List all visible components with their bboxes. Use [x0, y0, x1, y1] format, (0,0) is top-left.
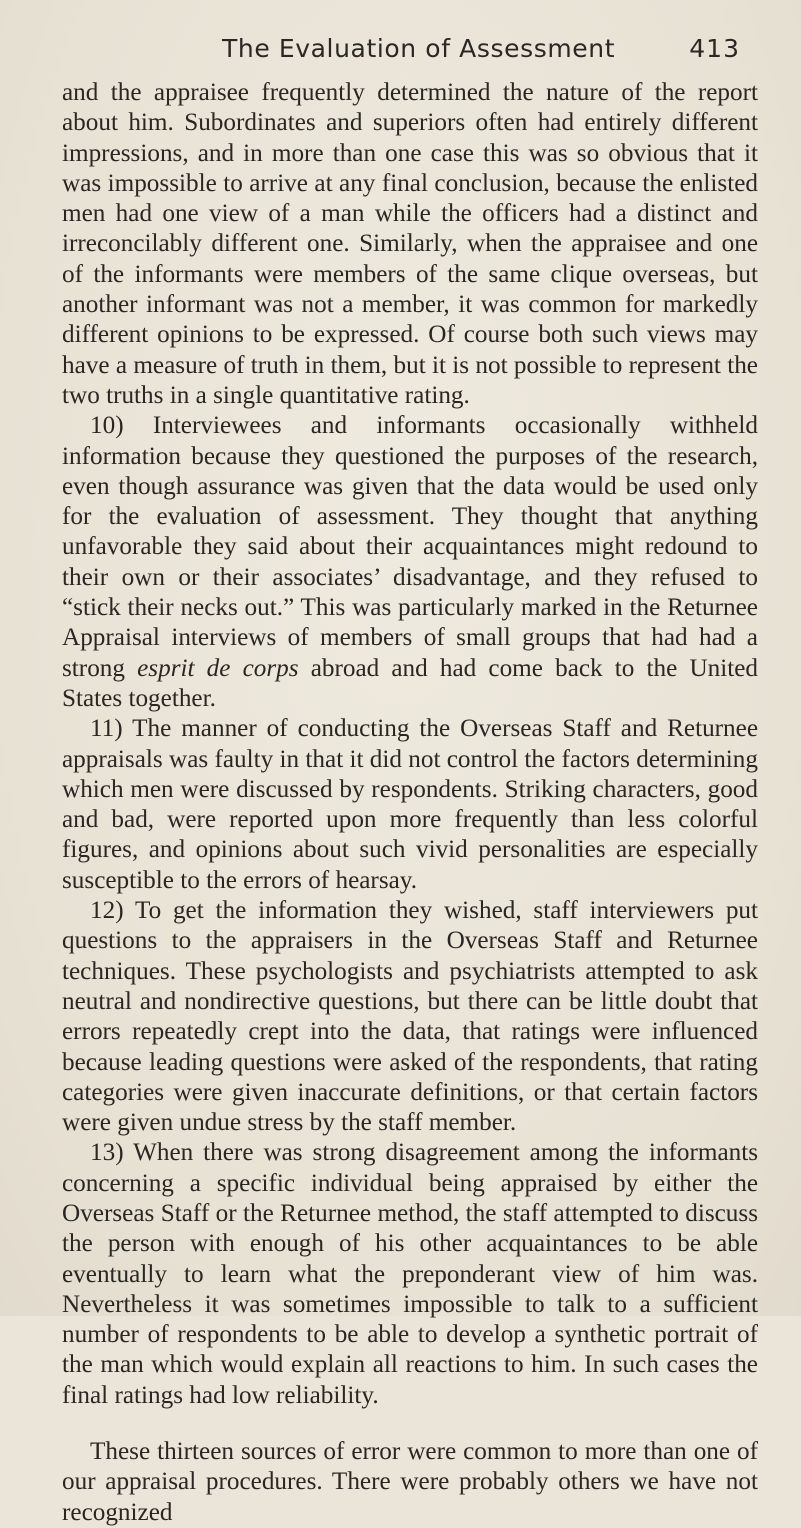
- paragraph-12: [62, 896, 758, 1138]
- paragraph-13-text: When there was strong disagreement among the informants concerning a specific individual being appraised by either the Overseas Staff or the Returnee method, the staff attempted to discuss the person with enough of his other acquaintances to be able eventually to learn what the preponderant view of him was. Nevertheless it was sometimes impossible to talk to a sufficient number of respondents to be able to develop a synthetic portrait of the man which would explain all reactions to him. In such cases the final ratings had low reliability.: [62, 1139, 759, 1409]
- paragraph-13: [62, 1138, 758, 1411]
- page-number: 413: [689, 34, 740, 63]
- paragraph-10-italic-phrase: esprit de corps: [137, 654, 299, 682]
- paragraph-10: [62, 411, 758, 714]
- paragraph-summary-text: These thirteen sources of error were common to more than one of our appraisal procedures. There were probably others we have not recognized: [62, 1438, 758, 1526]
- paragraph-continuation-text: and the appraisee frequently determined the nature of the report about him. Subordinates and superiors often had entirely different impressions, and in more than one case this was so obvious that it was impossible to arrive at any final conclusion, because the enlisted men had one view of a man while the officers had a distinct and irreconcilably different one. Similarly, when the appraisee and one of the informants were members of the same clique overseas, but another informant was not a member, it was common for markedly different opinions to be expressed. Of course both such views may have a measure of truth in them, but it is not possible to represent the two truths in a single quantitative rating.: [62, 79, 758, 409]
- running-head-title: The Evaluation of Assessment: [222, 34, 616, 63]
- body-text: [62, 78, 758, 1528]
- paragraph-summary: [62, 1437, 758, 1528]
- paragraph-11-text: The manner of conducting the Overseas Staff and Returnee appraisals was faulty in that it did not control the factors determining which men were discussed by respondents. Striking characters, good and bad, were reported upon more frequently than less colorful figures, and opinions about such vivid personalities are especially susceptible to the errors of hearsay.: [62, 715, 759, 894]
- paragraph-continuation: [62, 78, 758, 411]
- paragraph-11-number: 11): [90, 715, 123, 743]
- paragraph-11: [62, 714, 758, 896]
- paragraph-10-number: 10): [90, 412, 124, 440]
- paragraph-13-number: 13): [90, 1139, 124, 1167]
- paragraph-12-number: 12): [90, 897, 124, 925]
- paragraph-12-text: To get the information they wished, staff interviewers put questions to the appraisers in the Overseas Staff and Returnee techniques. These psychologists and psychiatrists attempted to ask neutral and nondirective questions, but there can be little doubt that errors repeatedly crept into the data, that ratings were influenced because leading questions were asked of the respondents, that rating categories were given inaccurate definitions, or that certain factors were given undue stress by the staff member.: [62, 897, 759, 1137]
- paragraph-10-text-end: abroad and had come back to the United States together.: [62, 654, 759, 712]
- paragraph-10-text: Interviewees and informants occasionally withheld information because they questioned the purposes of the research, even though assurance was given that the data would be used only for the evaluation of assessment. They thought that anything unfavorable they said about their acquaintances might redound to their own or their associates’ disadvantage, and they refused to “stick their necks out.” This was particularly marked in the Returnee Appraisal interviews of members of small groups that had had a strong: [62, 412, 758, 682]
- running-header: [222, 34, 752, 68]
